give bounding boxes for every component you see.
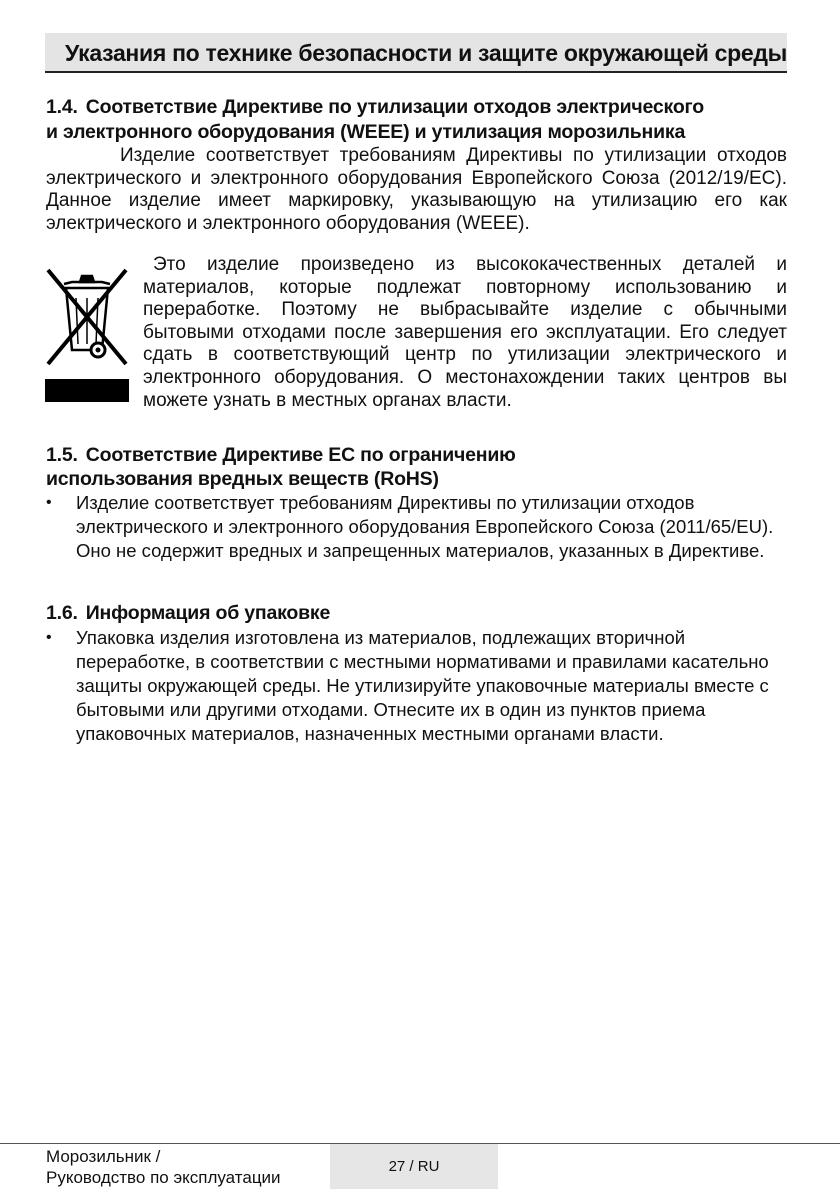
packaging-bullet-text: Упаковка изделия изготовлена из материалов, подлежащих вторичной переработке, в соответствии с местными нормативами и правилами касательно защиты окружающей среды. Не утилизируйте упаковочные материалы вместе с бытовыми или другими отходами. Отнесите их в один из пунктов приема упаковочных материалов, назначенных местными органами власти. <box>76 627 769 744</box>
section-heading-1-4-line2 <box>46 120 685 144</box>
footer-line1: Морозильник / <box>46 1147 161 1166</box>
page-number: 27 / RU <box>388 1158 440 1175</box>
section-number: 1.4. <box>46 96 78 118</box>
packaging-bullet-item <box>46 626 786 746</box>
section-title-line1: Информация об упаковке <box>85 602 331 624</box>
rohs-bullet-item <box>46 491 786 563</box>
section-title-line2: и электронного оборудования (WEEE) и утилизация морозильника <box>46 121 686 143</box>
weee-black-bar <box>45 379 129 402</box>
weee-icon <box>42 262 132 372</box>
section-number: 1.5. <box>46 444 78 466</box>
header-banner <box>45 33 787 73</box>
section-title-line2: использования вредных веществ (RoHS) <box>46 468 439 490</box>
weee-paragraph-2: Это изделие произведено из высококачественных деталей и материалов, которые подлежат повторному использованию и переработке. Поэтому не выбрасывайте изделие с обычными бытовыми отходами после завершения его эксплуатации. Его следует сдать в соответствующий центр по утилизации электрического и электронного оборудования. О местонахождении таких центров вы можете узнать в местных органах власти. <box>143 254 787 411</box>
section-heading-1-4 <box>46 95 704 119</box>
footer-page-box <box>330 1144 498 1189</box>
section-title-line1: Соответствие Директиве ЕС по ограничению <box>85 444 516 466</box>
rohs-bullet-text: Изделие соответствует требованиям Директивы по утилизации отходов электрического и электронного оборудования Европейского Союза (2011/65/EU). Оно не содержит вредных и запрещенных материалов, указанных в Директиве. <box>76 492 774 561</box>
section-number: 1.6. <box>46 602 78 624</box>
bullet-marker: • <box>46 629 52 646</box>
section-title-line1: Соответствие Директиве по утилизации отходов электрического <box>85 96 704 118</box>
page-title: Указания по технике безопасности и защите окружающей среды <box>65 40 788 66</box>
bullet-marker: • <box>46 494 52 511</box>
footer-line2: Руководство по эксплуатации <box>46 1168 281 1187</box>
section-heading-1-6 <box>46 601 330 625</box>
footer-document-title <box>46 1146 281 1188</box>
section-heading-1-5-line2 <box>46 467 439 491</box>
section-heading-1-5 <box>46 443 516 467</box>
weee-paragraph-1: Изделие соответствует требованиям Директивы по утилизации отходов электрического и электронного оборудования Европейского Союза (2012/19/EC). Данное изделие имеет маркировку, указывающую на утилизацию его как электрического и электронного оборудования (WEEE). <box>46 145 787 234</box>
